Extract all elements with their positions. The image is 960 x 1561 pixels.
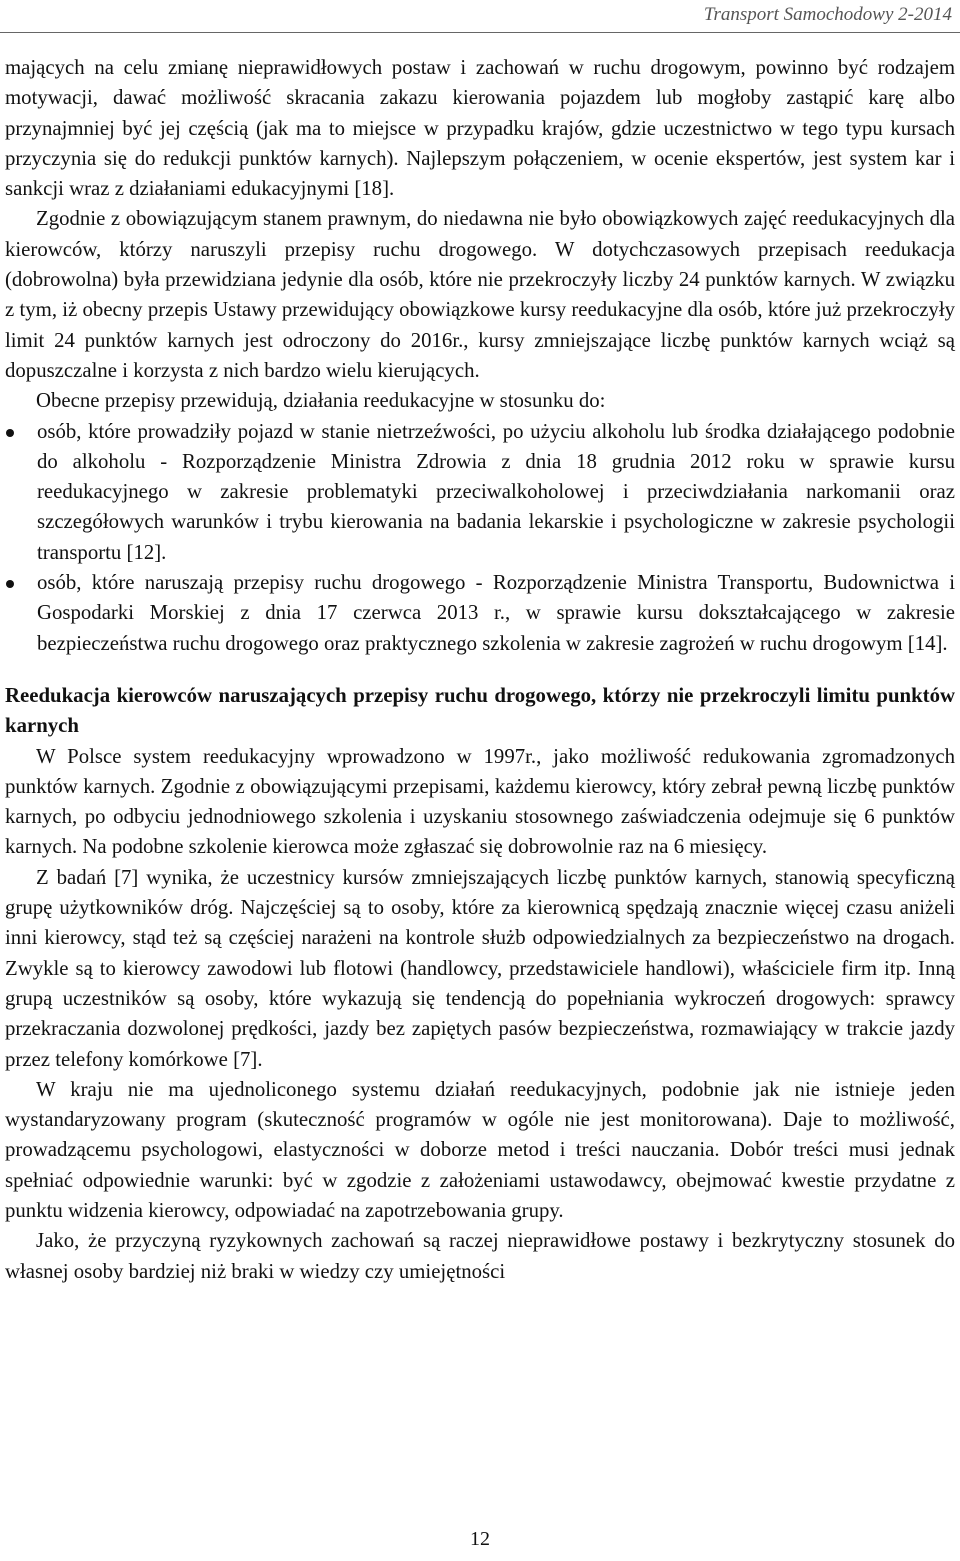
bullet-dot-icon <box>6 580 14 588</box>
paragraph-6: W kraju nie ma ujednoliconego systemu działań reedukacyjnych, podobnie jak nie istnieje jeden wystandaryzowany program (skuteczność programów w ogóle nie jest monitorowana). Daje to możliwość, prowadzącemu psychologowi, elastyczności w doborze metod i treści nauczania. Dobór treści musi jednak spełniać odpowiednie warunki: być w zgodzie z założeniami ustawodawcy, obejmować kwestie przydatne z punktu widzenia kierowcy, odpowiadać na zapotrzebowania grupy. <box>5 1077 955 1222</box>
paragraph-7: Jako, że przyczyną ryzykownych zachowań są raczej nieprawidłowe postawy i bezkrytyczny stosunek do własnej osoby bardziej niż braki w wiedzy czy umiejętności <box>5 1229 955 1283</box>
paragraph-1: mających na celu zmianę nieprawidłowych postaw i zachowań w ruchu drogowym, powinno być rodzajem motywacji, dawać możliwość skracania zakazu kierowania pojazdem lub mogłoby zastąpić karę albo przynajmniej być jej częścią (jak ma to miejsce w przypadku krajów, gdzie uczestnictwo w tego typu kursach przyczynia się do redukcji punktów karnych). Najlepszym połączeniem, w ocenie ekspertów, jest system kar i sankcji wraz z działaniami edukacyjnymi [18]. <box>5 56 955 201</box>
page-body <box>5 53 955 1287</box>
section-heading: Reedukacja kierowców naruszających przepisy ruchu drogowego, którzy nie przekroczyli limitu punktów karnych <box>5 683 955 738</box>
paragraph-3: Obecne przepisy przewidują, działania reedukacyjne w stosunku do: <box>36 389 606 413</box>
header-rule <box>0 32 960 33</box>
page-number: 12 <box>470 1528 490 1550</box>
bullet-list <box>5 417 955 659</box>
bullet-dot-icon <box>6 429 14 437</box>
paragraph-5: Z badań [7] wynika, że uczestnicy kursów zmniejszających liczbę punktów karnych, stanowią specyficzną grupę użytkowników dróg. Najczęściej są to osoby, które za kierownicą spędzają znacznie więcej czasu aniżeli inni kierowcy, stąd też są częściej narażeni na kontrole służb odpowiedzialnych za bezpieczeństwo na drogach. Zwykle są to kierowcy zawodowi lub flotowi (handlowcy, przedstawiciele handlowi), właściciele firm itp. Inną grupą uczestników są osoby, które wykazują się tendencją do popełniania wykroczeń drogowych: sprawcy przekraczania dozwolonej prędkości, jazdy bez zapiętych pasów bezpieczeństwa, rozmawiający w trakcie jazdy przez telefony komórkowe [7]. <box>5 865 955 1071</box>
paragraph-2: Zgodnie z obowiązującym stanem prawnym, do niedawna nie było obowiązkowych zajęć reedukacyjnych dla kierowców, którzy naruszyli przepisy ruchu drogowego. W dotychczasowych przepisach reedukacja (dobrowolna) była przewidziana jedynie dla osób, które nie przekroczyły liczby 24 punktów karnych. W związku z tym, iż obecny przepis Ustawy przewidujący obowiązkowe kursy reedukacyjne dla osób, które już przekroczyły limit 24 punktów karnych jest odroczony do 2016r., kursy zmniejszające liczbę punktów karnych wciąż są dopuszczalne i korzysta z nich bardzo wielu kierujących. <box>5 207 955 382</box>
bullet-text-1: osób, które prowadziły pojazd w stanie nietrzeźwości, po użyciu alkoholu lub środka działającego podobnie do alkoholu - Rozporządzenie Ministra Zdrowia z dnia 18 grudnia 2012 roku w sprawie kursu reedukacyjnego w zakresie problematyki przeciwalkoholowej i przeciwdziałania narkomanii oraz szczegółowych warunków i trybu kierowania na badania lekarskie i psychologiczne w zakresie psychologii transportu [12]. <box>37 419 955 564</box>
running-header: Transport Samochodowy 2-2014 <box>703 4 952 25</box>
paragraph-4: W Polsce system reedukacyjny wprowadzono w 1997r., jako możliwość redukowania zgromadzonych punktów karnych. Zgodnie z obowiązującymi przepisami, każdemu kierowcy, który zebrał pewną liczbę punktów karnych, po odbyciu jednodniowego szkolenia i uzyskaniu stosownego zaświadczenia odejmuje się 6 punktów karnych. Na podobne szkolenie kierowca może zgłaszać się dobrowolnie raz na 6 miesięcy. <box>5 744 955 859</box>
bullet-item-2 <box>37 568 955 659</box>
bullet-item-1 <box>37 417 955 568</box>
bullet-text-2: osób, które naruszają przepisy ruchu drogowego - Rozporządzenie Ministra Transportu, Budownictwa i Gospodarki Morskiej z dnia 17 czerwca 2013 r., w sprawie kursu dokształcającego w zakresie bezpieczeństwa ruchu drogowego oraz praktycznego szkolenia w zakresie zagrożeń w ruchu drogowym [14]. <box>37 571 955 655</box>
